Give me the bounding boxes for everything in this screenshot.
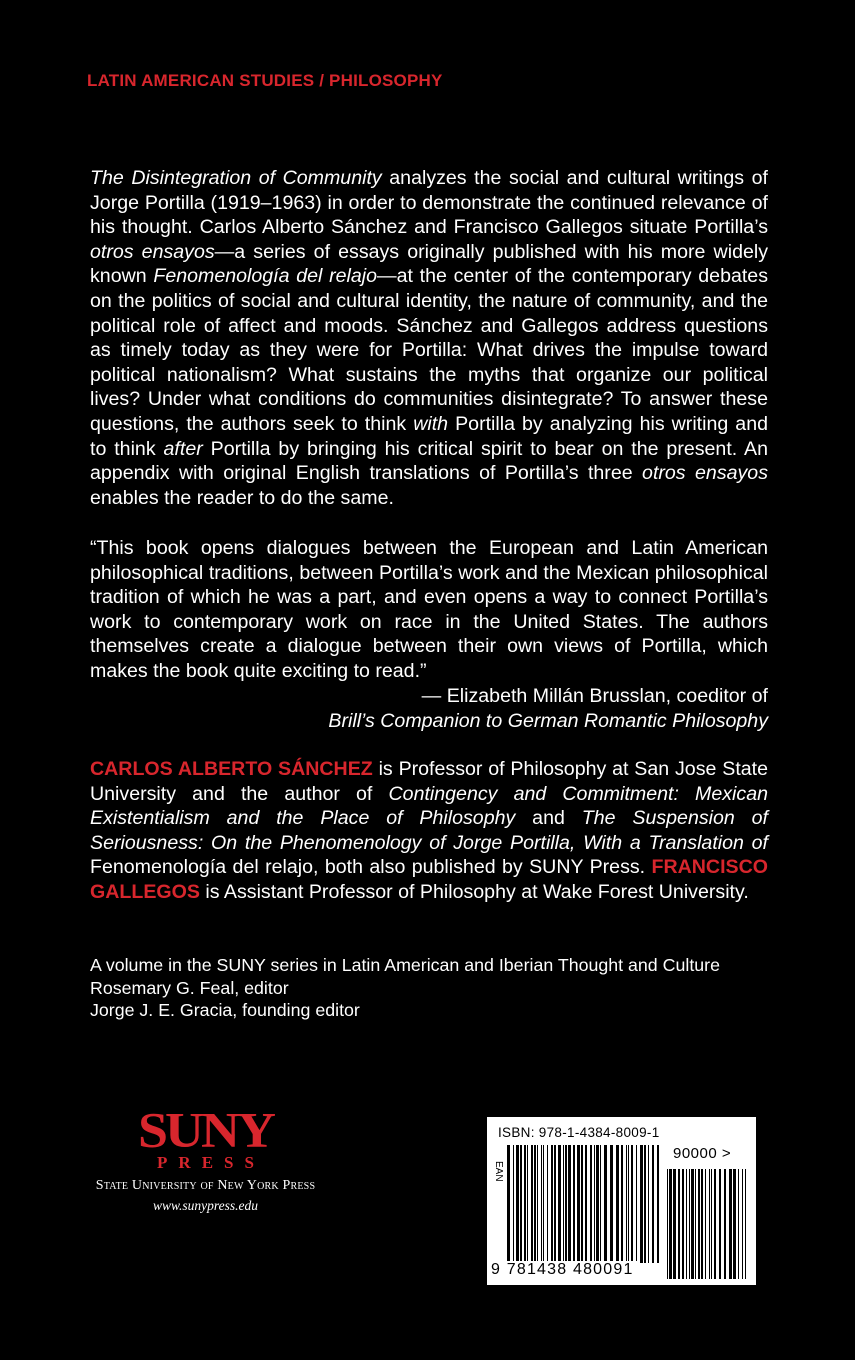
bio-text: is Professor of Philosophy at San Jose State University and the author of xyxy=(90,758,768,805)
barcode-bar xyxy=(714,1169,716,1279)
barcode-bar xyxy=(640,1145,643,1263)
barcode-bar xyxy=(524,1145,526,1263)
barcode-bar xyxy=(719,1169,721,1279)
description-italic: otros ensayos xyxy=(642,462,769,485)
barcode-bar xyxy=(745,1169,746,1279)
barcode-bar xyxy=(554,1145,556,1263)
attribution-book: Brill’s Companion to German Romantic Philosophy xyxy=(328,709,768,732)
book-description xyxy=(90,166,768,510)
barcode-bar xyxy=(626,1145,627,1263)
author-bios xyxy=(90,757,768,905)
bio-book-title: The Suspension of Seriousness: On the Phenomenology of Jorge Portilla, With a Translation of xyxy=(90,807,769,854)
publisher-logo xyxy=(73,1102,338,1214)
barcode-bar xyxy=(724,1169,726,1279)
price-code: 90000 > xyxy=(673,1145,732,1162)
author-name-2: FRANCISCO GALLEGOS xyxy=(90,856,768,903)
barcode-bar xyxy=(507,1145,510,1263)
barcode-bar xyxy=(596,1145,599,1263)
barcode-bar xyxy=(590,1145,592,1263)
barcode-bar xyxy=(547,1145,548,1263)
publisher-name: State University of New York Press xyxy=(95,1178,316,1193)
barcode-bar xyxy=(573,1145,575,1263)
barcode-bar xyxy=(600,1145,601,1263)
barcode-bar xyxy=(631,1145,633,1263)
barcode-bar xyxy=(537,1145,538,1263)
bio-book-title: Contingency and Commitment: Mexican Existentialism and the Place of Philosophy xyxy=(90,782,768,830)
bio-text: and xyxy=(515,807,582,830)
publisher-url: www.sunypress.edu xyxy=(152,1198,258,1213)
category-label: LATIN AMERICAN STUDIES / PHILOSOPHY xyxy=(87,71,443,90)
barcode-bar xyxy=(543,1145,544,1263)
barcode-bar xyxy=(705,1169,706,1279)
barcode-bar xyxy=(691,1169,694,1279)
barcode-bar xyxy=(742,1169,743,1279)
barcode-bar xyxy=(520,1145,522,1263)
barcode-bar xyxy=(673,1169,676,1279)
endorsement-quote: “This book opens dialogues between the European and Latin American philosophical traditions, between Portilla’s work and the Mexican philosophical tradition of which he was a part, and even opens a way to connect Portilla’s work to contemporary work on race in the United States. The authors themselves create a dialogue between their own views of Portilla, which makes the book quite exciting to read.” xyxy=(90,537,768,682)
barcode-bar xyxy=(551,1145,553,1263)
series-editor: Rosemary G. Feal, editor xyxy=(90,977,289,998)
description-text: —at the center of the contemporary debates on the politics of social and cultural identity, the nature of community, and the political role of affect and moods. Sánchez and Gallegos address questions as timely today as they were for Portilla: What drives the impulse toward political nationalism? What sustains the myths that organize our political lives? Under what conditions do communities disintegrate? To answer these questions, the authors seek to think xyxy=(90,265,768,435)
logo-suny-text: SUNY xyxy=(137,1102,274,1158)
price-barcode xyxy=(667,1169,749,1279)
barcode-bar xyxy=(644,1145,646,1263)
barcode-bar xyxy=(541,1145,542,1263)
description-italic: after xyxy=(163,437,203,460)
barcode-bar xyxy=(577,1145,580,1263)
barcode-bar xyxy=(667,1169,668,1279)
barcode-bar xyxy=(711,1169,712,1279)
description-text: Portilla by analyzing his writing and to think xyxy=(90,412,768,460)
barcode-bar xyxy=(669,1169,672,1279)
barcode-bar xyxy=(686,1169,687,1279)
ean-label: EAN xyxy=(493,1161,504,1182)
description-text: analyzes the social and cultural writings of Jorge Portilla (1919–1963) in order to demonstrate the continued relevance of his thought. Carlos Alberto Sánchez and Francisco Gallegos situate Portilla’s xyxy=(90,167,768,239)
barcode-bar xyxy=(648,1145,649,1263)
barcode-bar xyxy=(565,1145,567,1263)
barcode-bar xyxy=(709,1169,710,1279)
author-name-1: CARLOS ALBERTO SÁNCHEZ xyxy=(90,758,373,780)
logo-press-text: PRESS xyxy=(157,1153,265,1172)
barcode-bar xyxy=(513,1145,514,1263)
description-italic: with xyxy=(413,412,449,435)
barcode-panel xyxy=(487,1117,756,1285)
bio-text: Fenomenología del relajo, both also published by SUNY Press. xyxy=(90,856,652,879)
description-text: enables the reader to do the same. xyxy=(90,486,394,509)
endorsement-attribution xyxy=(328,684,768,733)
barcode-bar xyxy=(568,1145,571,1263)
barcode-bar xyxy=(563,1145,564,1263)
barcode-bar xyxy=(610,1145,613,1263)
attribution-name: — Elizabeth Millán Brusslan, coeditor of xyxy=(421,685,768,707)
barcode-bar xyxy=(594,1145,595,1263)
barcode-bar xyxy=(616,1145,619,1263)
barcode-bar xyxy=(534,1145,536,1263)
series-founding-editor: Jorge J. E. Gracia, founding editor xyxy=(90,1000,360,1021)
barcode-bar xyxy=(628,1145,629,1263)
barcode-bar xyxy=(527,1145,528,1263)
barcode-bar xyxy=(738,1169,739,1279)
barcode-bar xyxy=(604,1145,607,1263)
barcode-bar xyxy=(689,1169,690,1279)
barcode-bar xyxy=(698,1169,700,1279)
series-info xyxy=(90,954,720,1022)
barcode-bar xyxy=(733,1169,736,1279)
barcode-bar xyxy=(657,1145,659,1263)
barcode-bar xyxy=(558,1145,561,1263)
barcode-bar xyxy=(678,1169,680,1279)
book-title-italic: The Disintegration of Community xyxy=(90,167,382,189)
barcode-bar xyxy=(621,1145,623,1263)
barcode-bar xyxy=(652,1145,654,1263)
series-line: A volume in the SUNY series in Latin American and Iberian Thought and Culture xyxy=(90,955,720,975)
barcode-bar xyxy=(695,1169,696,1279)
barcode-bar xyxy=(682,1169,684,1279)
ean-barcode xyxy=(507,1145,662,1263)
barcode-bar xyxy=(516,1145,519,1263)
barcode-bar xyxy=(585,1145,587,1263)
description-text: —a series of essays originally published with his more widely known xyxy=(90,240,769,288)
ean-digits: 9 781438 480091 xyxy=(491,1261,637,1279)
isbn-text: ISBN: 978-1-4384-8009-1 xyxy=(498,1125,660,1140)
description-text: Portilla by bringing his critical spirit to bear on the present. An appendix with original English translations of Portilla’s three xyxy=(90,437,768,485)
barcode-bar xyxy=(531,1145,533,1263)
description-italic: otros ensayos xyxy=(90,240,215,263)
barcode-bar xyxy=(701,1169,703,1279)
barcode-bar xyxy=(581,1145,583,1263)
bio-text: is Assistant Professor of Philosophy at Wake Forest University. xyxy=(199,880,749,903)
description-italic: Fenomenología del relajo xyxy=(153,265,378,288)
barcode-bar xyxy=(636,1145,637,1263)
barcode-bar xyxy=(729,1169,732,1279)
